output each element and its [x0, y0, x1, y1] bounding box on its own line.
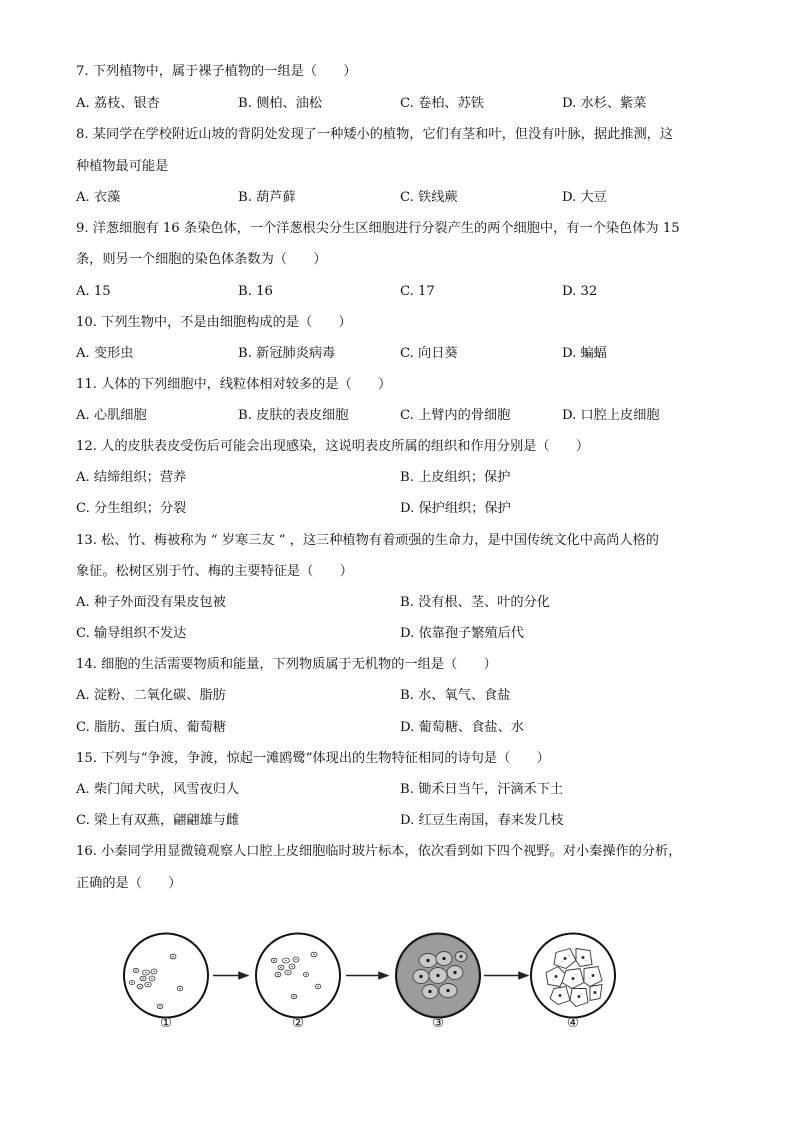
q14-option-d: D. 葡萄糖、食盐、水	[400, 720, 524, 735]
q13-option-d: D. 依靠孢子繁殖后代	[400, 626, 524, 641]
q10-option-a: A. 变形虫	[76, 346, 134, 361]
q13-stem-line1: 13. 松、竹、梅被称为 “ 岁寒三友 ” ，这三种植物有着顽强的生命力，是中国传统文化中高尚人格的	[76, 533, 659, 548]
q13-stem-line2: 象征。松树区别于竹、梅的主要特征是（ ）	[76, 564, 353, 579]
q16-stem-line1: 16. 小秦同学用显微镜观察人口腔上皮细胞临时玻片标本，依次看到如下四个视野。对小秦操作的分析，	[76, 844, 682, 859]
q15-option-d: D. 红豆生南国，春来发几枝	[400, 813, 564, 828]
field-of-view-1	[124, 934, 208, 1018]
q14-option-c: C. 脂肪、蛋白质、葡萄糖	[76, 720, 226, 735]
q15-option-b: B. 锄禾日当午，汗滴禾下土	[400, 782, 564, 797]
q11-option-d: D. 口腔上皮细胞	[562, 408, 660, 423]
q14-option-a: A. 淀粉、二氧化碳、脂肪	[76, 688, 226, 703]
figure-label-4: ④	[566, 1015, 580, 1031]
figure-label-2: ②	[291, 1015, 305, 1031]
q9-stem-line2: 条，则另一个细胞的染色体条数为（ ）	[76, 252, 327, 267]
q8-option-b: B. 葫芦藓	[238, 190, 296, 205]
q9-option-c: C. 17	[400, 284, 435, 299]
q9-stem-line1: 9. 洋葱细胞有 16 条染色体，一个洋葱根尖分生区细胞进行分裂产生的两个细胞中，有一个染色体为 15	[76, 221, 680, 236]
q12-stem: 12. 人的皮肤表皮受伤后可能会出现感染，这说明表皮所属的组织和作用分别是（ ）	[76, 439, 590, 454]
q7-stem: 7. 下列植物中，属于裸子植物的一组是（ ）	[76, 64, 357, 79]
q8-option-d: D. 大豆	[562, 190, 607, 205]
q13-option-a: A. 种子外面没有果皮包被	[76, 595, 226, 610]
q12-option-a: A. 结缔组织；营养	[76, 470, 187, 485]
q9-option-b: B. 16	[238, 284, 273, 299]
q16-stem-line2: 正确的是（ ）	[76, 876, 182, 891]
q12-option-d: D. 保护组织；保护	[400, 501, 511, 516]
q8-stem-line1: 8. 某同学在学校附近山坡的背阴处发现了一种矮小的植物，它们有茎和叶，但没有叶脉，据此推测，这	[76, 127, 674, 142]
q15-stem: 15. 下列与“争渡，争渡，惊起一滩鸥鹭”体现出的生物特征相同的诗句是（ ）	[76, 751, 550, 766]
field-of-view-2	[256, 934, 340, 1018]
q12-option-c: C. 分生组织；分裂	[76, 501, 187, 516]
q11-option-a: A. 心肌细胞	[76, 408, 147, 423]
field-of-view-4	[531, 934, 615, 1018]
q8-stem-line2: 种植物最可能是	[76, 159, 169, 174]
q8-option-a: A. 衣藻	[76, 190, 121, 205]
q7-option-c: C. 卷柏、苏铁	[400, 96, 484, 111]
q13-option-c: C. 输导组织不发达	[76, 626, 187, 641]
q15-option-a: A. 柴门闻犬吠，风雪夜归人	[76, 782, 239, 797]
q11-stem: 11. 人体的下列细胞中，线粒体相对较多的是（ ）	[76, 377, 392, 392]
q9-option-d: D. 32	[562, 284, 598, 299]
q7-option-b: B. 侧柏、油松	[238, 96, 323, 111]
q10-option-d: D. 蝙蝠	[562, 346, 607, 361]
q9-option-a: A. 15	[76, 284, 111, 299]
q7-option-a: A. 荔枝、银杏	[76, 96, 160, 111]
q15-option-c: C. 梁上有双燕，翩翩雄与雌	[76, 813, 240, 828]
figure-label-3: ③	[431, 1015, 445, 1031]
field-of-view-3	[396, 934, 480, 1018]
q10-option-c: C. 向日葵	[400, 346, 458, 361]
figure-label-1: ①	[159, 1015, 173, 1031]
q7-option-d: D. 水杉、紫菜	[562, 96, 647, 111]
q13-option-b: B. 没有根、茎、叶的分化	[400, 595, 550, 610]
q14-stem: 14. 细胞的生活需要物质和能量，下列物质属于无机物的一组是（ ）	[76, 657, 497, 672]
q11-option-c: C. 上臂内的骨细胞	[400, 408, 511, 423]
q10-stem: 10. 下列生物中，不是由细胞构成的是（ ）	[76, 315, 352, 330]
q12-option-b: B. 上皮组织；保护	[400, 470, 511, 485]
q10-option-b: B. 新冠肺炎病毒	[238, 346, 336, 361]
q11-option-b: B. 皮肤的表皮细胞	[238, 408, 349, 423]
q8-option-c: C. 铁线蕨	[400, 190, 458, 205]
q14-option-b: B. 水、氧气、食盐	[400, 688, 511, 703]
microscope-views-figure	[118, 918, 618, 1038]
